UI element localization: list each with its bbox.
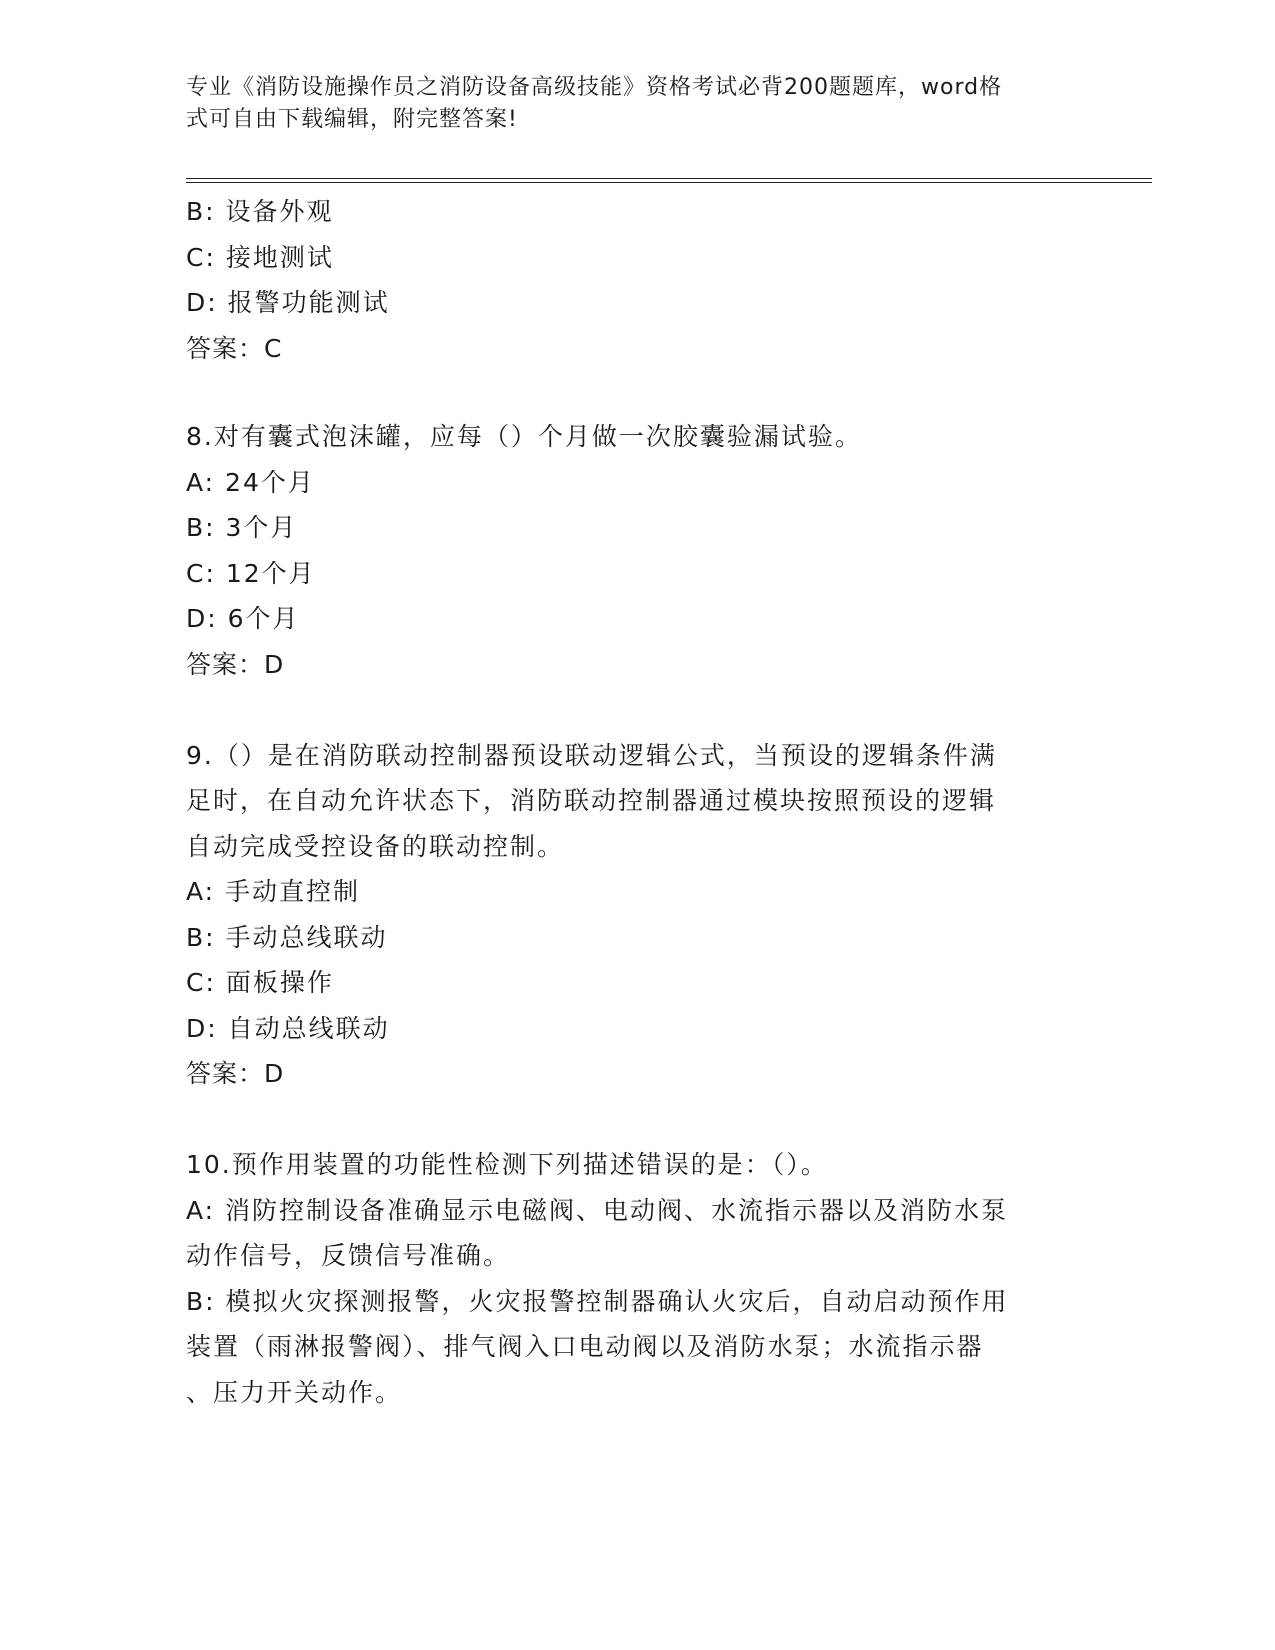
option-c: C: 12个月 bbox=[186, 558, 316, 588]
question-10 bbox=[186, 1142, 1086, 1415]
option-a-line-1: A: 消防控制设备准确显示电磁阀、电动阀、水流指示器以及消防水泵 bbox=[186, 1195, 1009, 1225]
option-a: A: 24个月 bbox=[186, 467, 315, 497]
option-b-line-1: B: 模拟火灾探测报警，火灾报警控制器确认火灾后，自动启动预作用 bbox=[186, 1286, 1009, 1316]
question-text-line-2: 足时，在自动允许状态下，消防联动控制器通过模块按照预设的逻辑 bbox=[186, 786, 997, 815]
option-d: D: 自动总线联动 bbox=[186, 1013, 390, 1043]
question-9 bbox=[186, 733, 1086, 1097]
question-7 bbox=[186, 189, 1086, 371]
option-c: C: 面板操作 bbox=[186, 968, 334, 997]
option-b: B: 手动总线联动 bbox=[186, 922, 388, 952]
answer: 答案：D bbox=[186, 649, 285, 679]
option-d: D: 6个月 bbox=[186, 604, 300, 633]
option-a: A: 手动直控制 bbox=[186, 877, 361, 906]
header-line-2: 式可自由下载编辑，附完整答案! bbox=[186, 107, 518, 132]
answer: 答案：C bbox=[186, 333, 283, 363]
spacer bbox=[186, 1097, 1086, 1143]
answer: 答案：D bbox=[186, 1059, 285, 1088]
header-line-1: 专业《消防设施操作员之消防设备高级技能》资格考试必背200题题库，word格 bbox=[186, 75, 1003, 100]
document-body bbox=[186, 189, 1086, 1415]
spacer bbox=[186, 371, 1086, 414]
header-divider-top bbox=[186, 178, 1152, 179]
question-text: 8.对有囊式泡沫罐，应每（）个月做一次胶囊验漏试验。 bbox=[186, 422, 862, 451]
option-a-line-2: 动作信号，反馈信号准确。 bbox=[186, 1241, 511, 1270]
spacer bbox=[186, 687, 1086, 733]
question-text-line-3: 自动完成受控设备的联动控制。 bbox=[186, 831, 565, 861]
question-8 bbox=[186, 414, 1086, 687]
header-divider-bottom bbox=[186, 182, 1152, 183]
option-b: B: 设备外观 bbox=[186, 197, 334, 226]
option-c: C: 接地测试 bbox=[186, 242, 334, 272]
option-d: D: 报警功能测试 bbox=[186, 288, 390, 317]
question-text-line-1: 9.（）是在消防联动控制器预设联动逻辑公式，当预设的逻辑条件满 bbox=[186, 740, 997, 770]
document-header bbox=[186, 72, 1066, 136]
option-b: B: 3个月 bbox=[186, 513, 298, 542]
option-b-line-2: 装置（雨淋报警阀）、排气阀入口电动阀以及消防水泵；水流指示器 bbox=[186, 1332, 984, 1361]
option-b-line-3: 、压力开关动作。 bbox=[186, 1377, 403, 1407]
question-text: 10.预作用装置的功能性检测下列描述错误的是：（）。 bbox=[186, 1150, 828, 1179]
